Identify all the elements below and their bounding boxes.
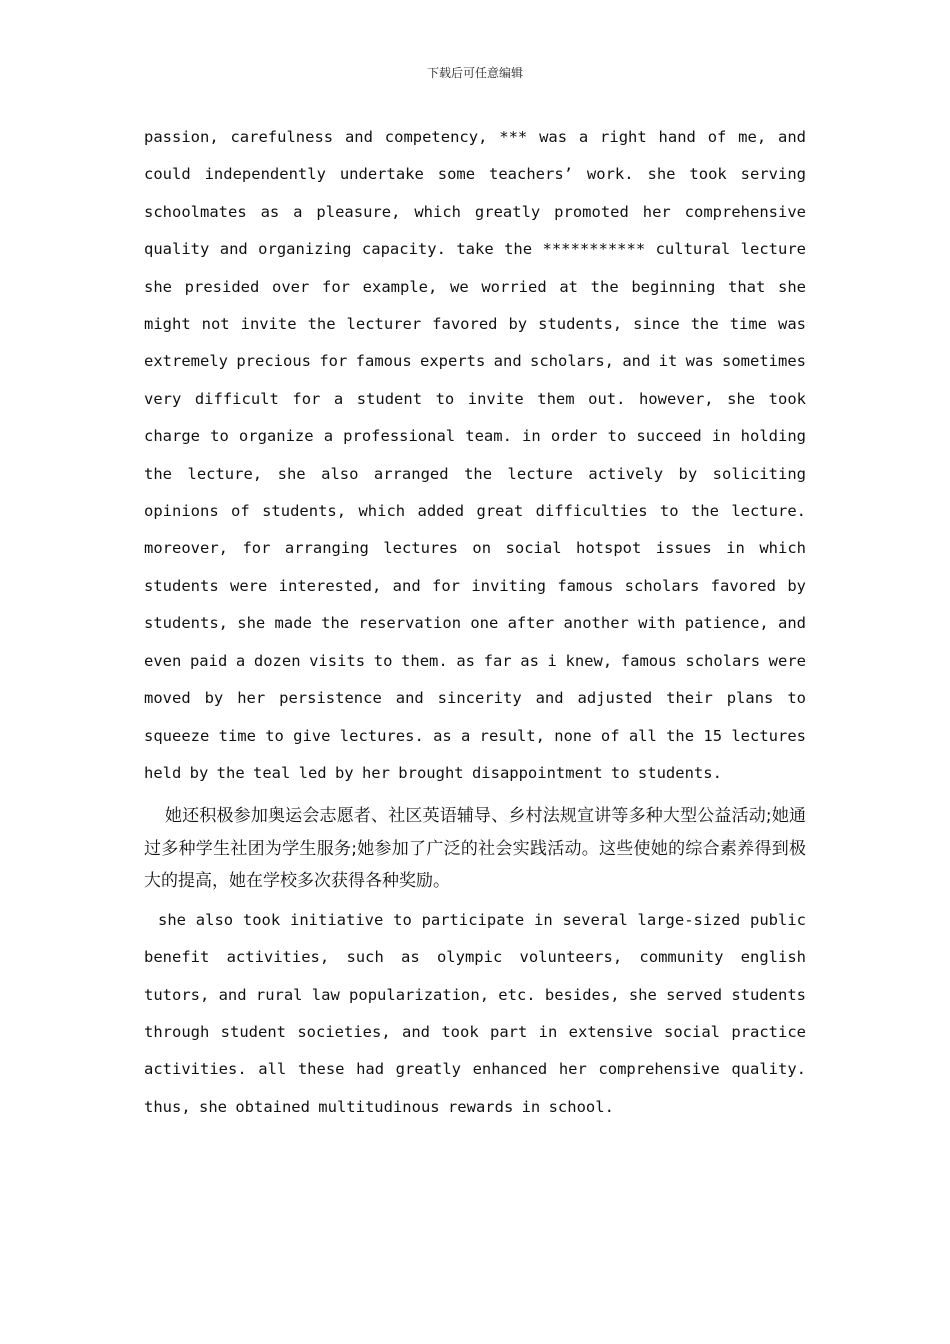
english-paragraph-2: she also took initiative to participate in several large-sized public benefit activities, such as olympic volunteers, community english tutors, and rural law popularization, etc. besides, she served students through student societies, and took part in extensive social practice activities. all these had greatly enhanced her comprehensive quality. thus, she obtained multitudinous rewards in school. — [144, 910, 806, 1116]
english-paragraph-1: passion, carefulness and competency, *** was a right hand of me, and could independently undertake some teachers’ work. she took serving schoolmates as a pleasure, which greatly promoted her comprehensive quality and organizing capacity. take the *********** cultural lecture she presided over for example, we worried at the beginning that she might not invite the lecturer favored by students, since the time was extremely precious for famous experts and scholars, and it was sometimes very difficult for a student to invite them out. however, she took charge to organize a professional team. in order to succeed in holding the lecture, she also arranged the lecture actively by soliciting opinions of students, which added great difficulties to the lecture. moreover, for arranging lectures on social hotspot issues in which students were interested, and for inviting famous scholars favored by students, she made the reservation one after another with patience, and even paid a dozen visits to them. as far as i knew, famous scholars were moved by her persistence and sincerity and adjusted their plans to squeeze time to give lectures. as a result, none of all the 15 lectures held by the teal led by her brought disappointment to students. — [144, 128, 806, 782]
page-header: 下载后可任意编辑 — [426, 66, 523, 80]
document-body — [144, 119, 806, 1126]
chinese-paragraph-1: 她还积极参加奥运会志愿者、社区英语辅导、乡村法规宣讲等多种大型公益活动;她通过多种学生社团为学生服务;她参加了广泛的社会实践活动。这些使她的综合素养得到极大的提高，她在学校多次获得各种奖励。 — [144, 806, 806, 892]
